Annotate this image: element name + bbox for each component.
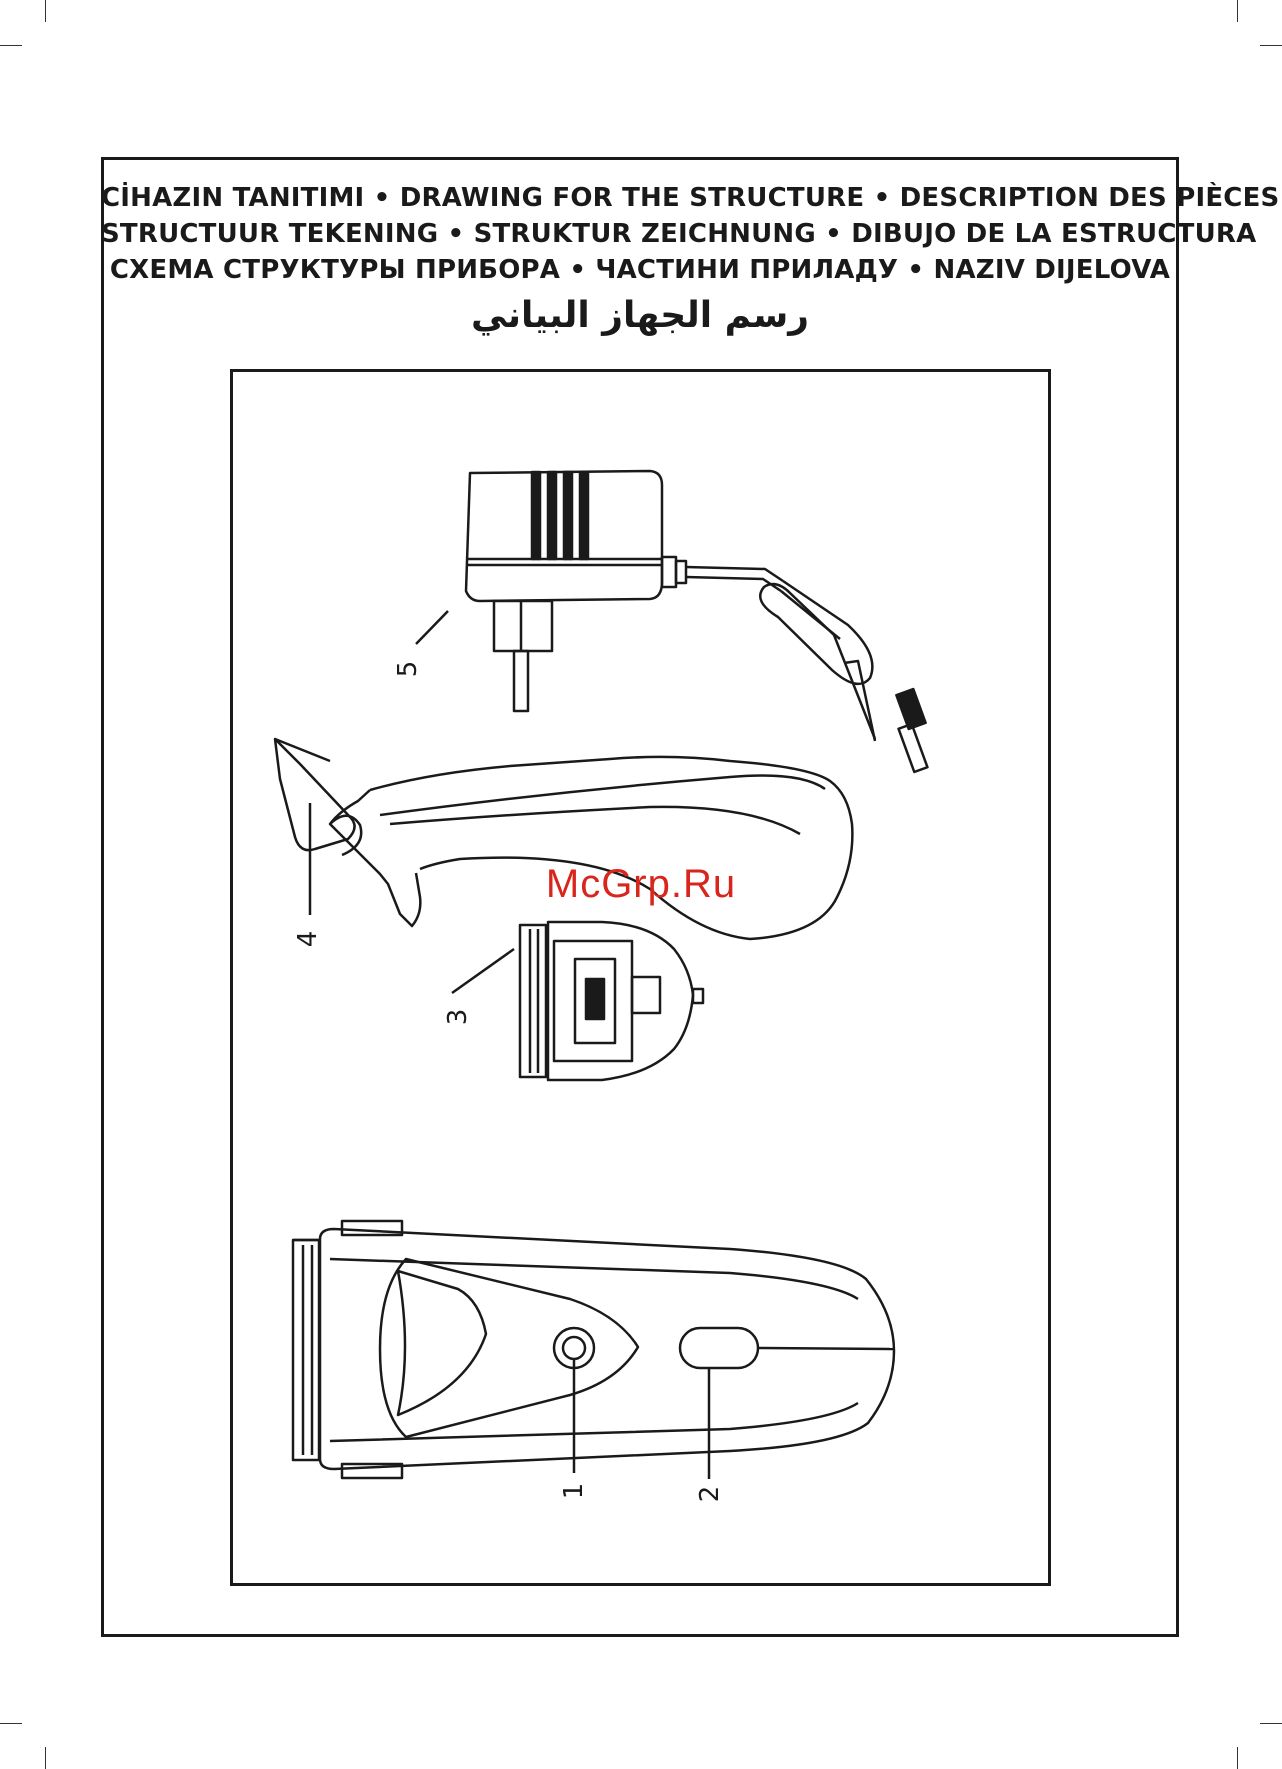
heading-line-arabic: رسم الجهاز البياني [471,295,809,336]
callout-number-2: 2 [695,1485,725,1503]
crop-mark [1260,1723,1282,1724]
trimmer-side-illustration [275,739,852,939]
callout-number-1: 1 [559,1482,589,1500]
crop-mark [45,1747,46,1769]
heading-line-3: СХЕМА СТРУКТУРЫ ПРИБОРА • ЧАСТИНИ ПРИЛАДУ • NAZIV DIJELOVA [109,255,1171,285]
crop-mark [1237,1747,1238,1769]
crop-mark [1260,45,1282,46]
callout-number-4: 4 [293,930,323,948]
callout-number-3: 3 [443,1008,473,1026]
crop-mark [0,45,22,46]
watermark: McGrp.Ru [545,862,737,906]
blade-head-illustration [452,922,703,1080]
adapter-illustration [416,471,927,772]
crop-mark [1237,0,1238,22]
structure-drawing [230,369,1051,1586]
crop-mark [45,0,46,22]
heading-block [101,180,1280,344]
crop-mark [0,1723,22,1724]
heading-line-2: STRUCTUUR TEKENING • STRUKTUR ZEICHNUNG • DIBUJO DE LA ESTRUCTURA [101,219,1257,249]
heading-line-1: CİHAZIN TANITIMI • DRAWING FOR THE STRUCTURE • DESCRIPTION DES PIÈCES [101,183,1280,213]
callout-number-5: 5 [393,660,423,678]
trimmer-front-illustration [293,1221,894,1479]
